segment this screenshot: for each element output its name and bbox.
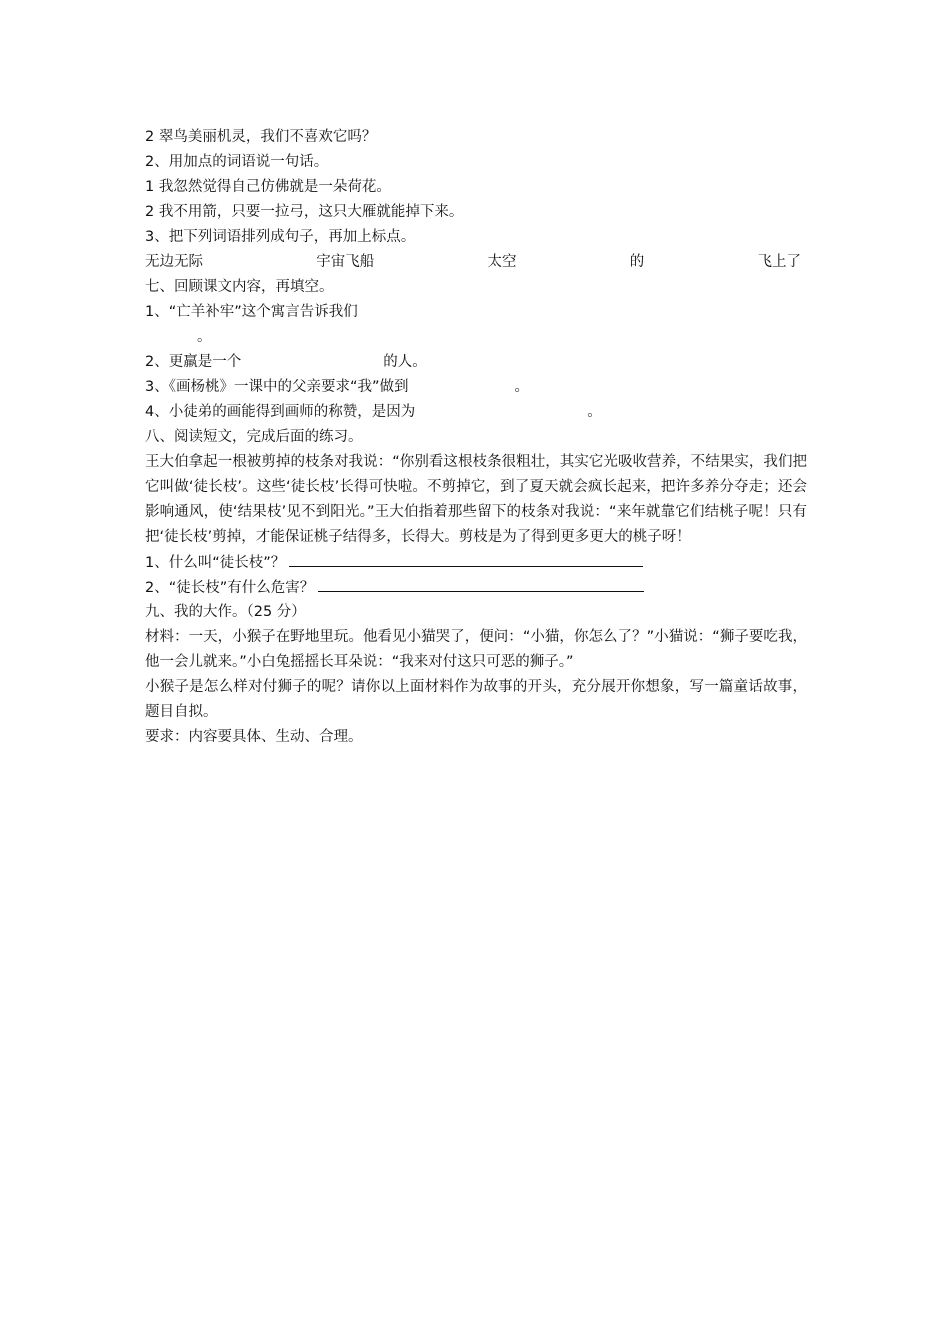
- question-text: 。: [514, 379, 529, 395]
- question-line: [145, 400, 807, 425]
- requirement-text: 要求：内容要具体、生动、合理。: [145, 729, 363, 745]
- worksheet-page: [145, 125, 807, 750]
- question-text: 4、小徒弟的画能得到画师的称赞，是因为: [145, 404, 416, 420]
- question-line: [145, 350, 807, 375]
- question-line: 2 我不用箭，只要一拉弓，这只大雁就能掉下来。: [145, 204, 464, 220]
- question-line: 1 我忽然觉得自己仿佛就是一朵荷花。: [145, 179, 391, 195]
- question-line: [145, 325, 807, 350]
- question-text: 2、更羸是一个: [145, 354, 242, 370]
- question-line: 1、“亡羊补牢”这个寓言告诉我们: [145, 304, 358, 320]
- reading-passage: 王大伯拿起一根被剪掉的枝条对我说：“你别看这根枝条很粗壮，其实它光吸收营养，不结果实，我们把它叫做‘徒长枝’。这些‘徒长枝’长得可快啦。不剪掉它，到了夏天就会疯长起来，把许多养分夺走；还会影响通风，使‘结果枝’见不到阳光。”王大伯指着那些留下的枝条对我说：“来年就靠它们结桃子呢！只有把‘徒长枝’剪掉，才能保证桃子结得多，长得大。剪枝是为了得到更多更大的桃子呀！: [145, 454, 807, 545]
- question-line: 2 翠鸟美丽机灵，我们不喜欢它吗？: [145, 129, 377, 145]
- word-list: [145, 250, 807, 275]
- section-title: 七、回顾课文内容，再填空。: [145, 279, 334, 295]
- word-item: 的: [629, 254, 645, 270]
- prompt-text: 小猴子是怎么样对付狮子的呢？请你以上面材料作为故事的开头，充分展开你想象，写一篇童话故事，题目自拟。: [145, 679, 807, 720]
- answer-blank[interactable]: [289, 550, 643, 567]
- word-item: 宇宙飞船: [316, 254, 375, 270]
- answer-blank[interactable]: [318, 575, 644, 592]
- word-item: 太空: [487, 254, 517, 270]
- section-title: 八、阅读短文，完成后面的练习。: [145, 429, 363, 445]
- section-title: 九、我的大作。（25 分）: [145, 604, 306, 620]
- question-text: 。: [587, 404, 602, 420]
- word-item: 无边无际: [145, 254, 203, 270]
- word-item: 飞上了: [757, 254, 801, 270]
- question-line: 3、把下列词语排列成句子，再加上标点。: [145, 229, 416, 245]
- question-line: [145, 575, 807, 600]
- question-line: 2、用加点的词语说一句话。: [145, 154, 329, 170]
- period-mark: 。: [197, 329, 212, 345]
- question-text: 的人。: [383, 354, 427, 370]
- question-text: 3、《画杨桃》一课中的父亲要求“我”做到: [145, 379, 409, 395]
- question-text: 2、“徒长枝”有什么危害？: [145, 580, 315, 596]
- material-text: 材料：一天，小猴子在野地里玩。他看见小猫哭了，便问：“小猫，你怎么了？”小猫说：“狮子要吃我，他一会儿就来。”小白兔摇摇长耳朵说：“我来对付这只可恶的狮子。”: [145, 629, 807, 670]
- question-line: [145, 375, 807, 400]
- question-line: [145, 550, 807, 575]
- question-text: 1、什么叫“徒长枝”？: [145, 555, 286, 571]
